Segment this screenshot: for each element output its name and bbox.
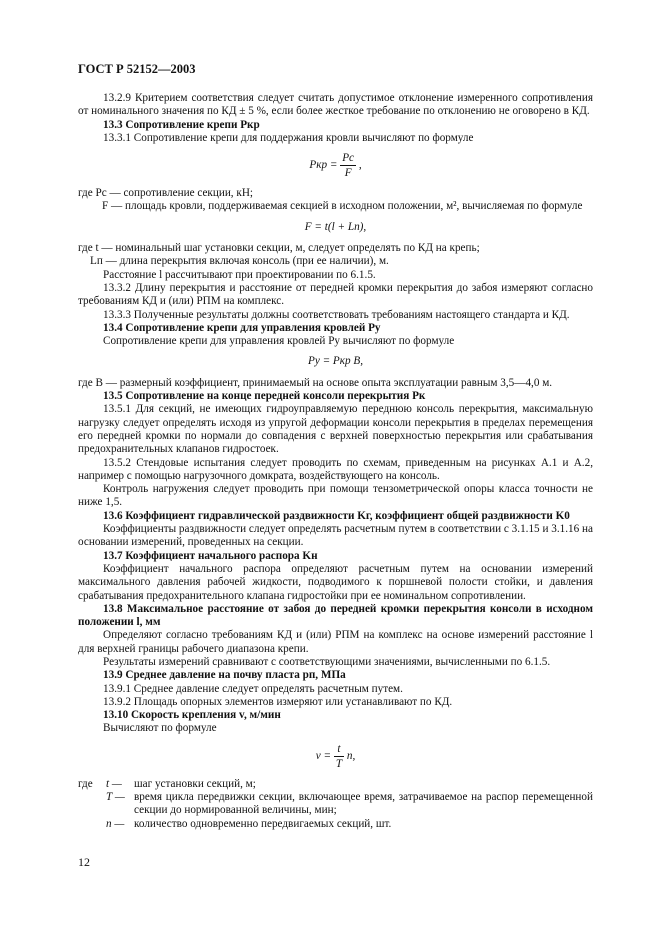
paragraph-13-3-3: 13.3.3 Полученные результаты должны соответствовать требованиям настоящего стандарта и КД. xyxy=(103,308,570,321)
formula-v-left: v = xyxy=(315,749,332,762)
definition-b: где B — размерный коэффициент, принимаемый на основе опыта эксплуатации равным 3,5—4,0 м. xyxy=(78,376,553,389)
paragraph-13-9-1: 13.9.1 Среднее давление следует определять расчетным путем. xyxy=(103,682,403,695)
formula-pkr xyxy=(78,152,593,179)
formula-v-numerator: t xyxy=(334,743,344,757)
definition-pc: где Pс — сопротивление секции, кН; xyxy=(78,187,254,200)
paragraph-13-7: Коэффициент начального распора определяют расчетным путем на основании измерений максимального давления рабочей жидкости, подводимого к поршневой полости стойки, и давления срабатывания предохранительного клапана гидростойки при ее номинальном сопротивлении. xyxy=(78,562,593,602)
paragraph-13-4: Сопротивление крепи для управления кровлей Py вычисляют по формуле xyxy=(103,335,455,348)
formula-v-tail: n, xyxy=(346,749,356,762)
page-header: ГОСТ Р 52152—2003 xyxy=(78,62,196,76)
definition-sections-count: количество одновременно передвигаемых секций, шт. xyxy=(134,817,392,830)
formula-pkr-numerator: Pс xyxy=(342,152,355,165)
definitions-v xyxy=(78,778,593,831)
definition-step: шаг установки секций, м; xyxy=(134,777,256,790)
symbol-T: T — xyxy=(106,791,125,804)
heading-13-9: 13.9 Среднее давление на почву пласта pп, МПа xyxy=(103,669,346,682)
heading-13-6: 13.6 Коэффициент гидравлической раздвижности Kг, коэффициент общей раздвижности K0 xyxy=(103,509,570,522)
heading-13-8: 13.8 Максимальное расстояние от забоя до передней кромки перекрытия консоли в исходном положении l, мм xyxy=(78,602,593,629)
paragraph-13-3-2: 13.3.2 Длину перекрытия и расстояние от передней кромки перекрытия до забоя измеряют согласно требованиям КД и (или) РПМ на комплекс. xyxy=(78,281,593,308)
definition-cycle-time: время цикла передвижки секции, включающее время, затрачиваемое на распор перемещенной секции до нормированной величины, мин; xyxy=(134,791,593,817)
paragraph-13-5-2: 13.5.2 Стендовые испытания следует проводить по схемам, приведенным на рисунках А.1 и А.2, например с помощью нагрузочного домкрата, воздействующего на консоль. xyxy=(78,456,593,482)
paragraph-load-control: Контроль нагружения следует проводить при помощи тензометрической опоры класса точности не ниже 1,5. xyxy=(78,483,593,509)
paragraph-13-5-1: 13.5.1 Для секций, не имеющих гидроуправляемую переднюю консоль перекрытия, максимальную нагрузку следует определять исходя из упругой деформации консоли перекрытия в пределах перемещения его передней кромки по нормали до совпадения с верхней поверхностью перекрытия или срабатывания предохранительных клапанов гидростоек. xyxy=(78,403,593,456)
heading-13-4: 13.4 Сопротивление крепи для управления кровлей Py xyxy=(103,321,381,334)
formula-v-fraction xyxy=(334,743,344,770)
paragraph-13-2-9: 13.2.9 Критерием соответствия следует считать допустимое отклонение измеренного сопротивления от номинального значения по КД ± 5 %, если более жесткое требование по отклонению не оговорено в КД. xyxy=(78,92,593,118)
paragraph-13-10: Вычисляют по формуле xyxy=(103,722,217,735)
formula-py: Py = Pкр B, xyxy=(307,355,364,368)
formula-pkr-denominator: F xyxy=(344,167,352,180)
heading-13-10: 13.10 Скорость крепления v, м/мин xyxy=(103,709,281,722)
page-number: 12 xyxy=(78,855,90,869)
definitions-where: где xyxy=(78,777,93,790)
paragraph-distance-l: Расстояние l рассчитывают при проектировании по 6.1.5. xyxy=(103,268,376,281)
heading-13-5: 13.5 Сопротивление на конце передней консоли перекрытия Pк xyxy=(103,390,426,403)
definition-ln: Lп — длина перекрытия включая консоль (при ее наличии), м. xyxy=(90,255,389,268)
formula-pkr-tail: , xyxy=(358,159,362,172)
paragraph-13-6: Коэффициенты раздвижности следует определять расчетным путем в соответствии с 3.1.15 и 3.1.16 на основании измерений, проведенных на секции. xyxy=(78,523,593,549)
definition-t: где t — номинальный шаг установки секции, м, следует определять по КД на крепь; xyxy=(78,242,480,255)
symbol-n: n — xyxy=(106,817,125,830)
heading-13-7: 13.7 Коэффициент начального распора Kн xyxy=(103,549,318,562)
paragraph-13-8: Определяют согласно требованиям КД и (или) РПМ на комплекс на основе измерений расстояние l для верхней границы рабочего диапазона крепи. xyxy=(78,629,593,655)
paragraph-13-3-1: 13.3.1 Сопротивление крепи для поддержания кровли вычисляют по формуле xyxy=(103,131,474,144)
formula-v xyxy=(78,743,593,770)
definition-f: F — площадь кровли, поддерживаемая секцией в исходном положении, м², вычисляемая по формуле xyxy=(102,200,583,213)
page-body xyxy=(78,92,593,831)
formula-v-denominator: T xyxy=(335,757,343,770)
symbol-t: t — xyxy=(106,777,122,790)
formula-pkr-fraction xyxy=(340,152,356,179)
formula-f: F = t(l + Lп), xyxy=(304,220,367,233)
paragraph-13-8-results: Результаты измерений сравнивают с соответствующими значениями, вычисленными по 6.1.5. xyxy=(103,655,551,668)
paragraph-13-9-2: 13.9.2 Площадь опорных элементов измеряют или устанавливают по КД. xyxy=(103,695,453,708)
heading-13-3: 13.3 Сопротивление крепи Pкр xyxy=(103,118,260,131)
formula-pkr-left: Pкр = xyxy=(309,159,338,172)
